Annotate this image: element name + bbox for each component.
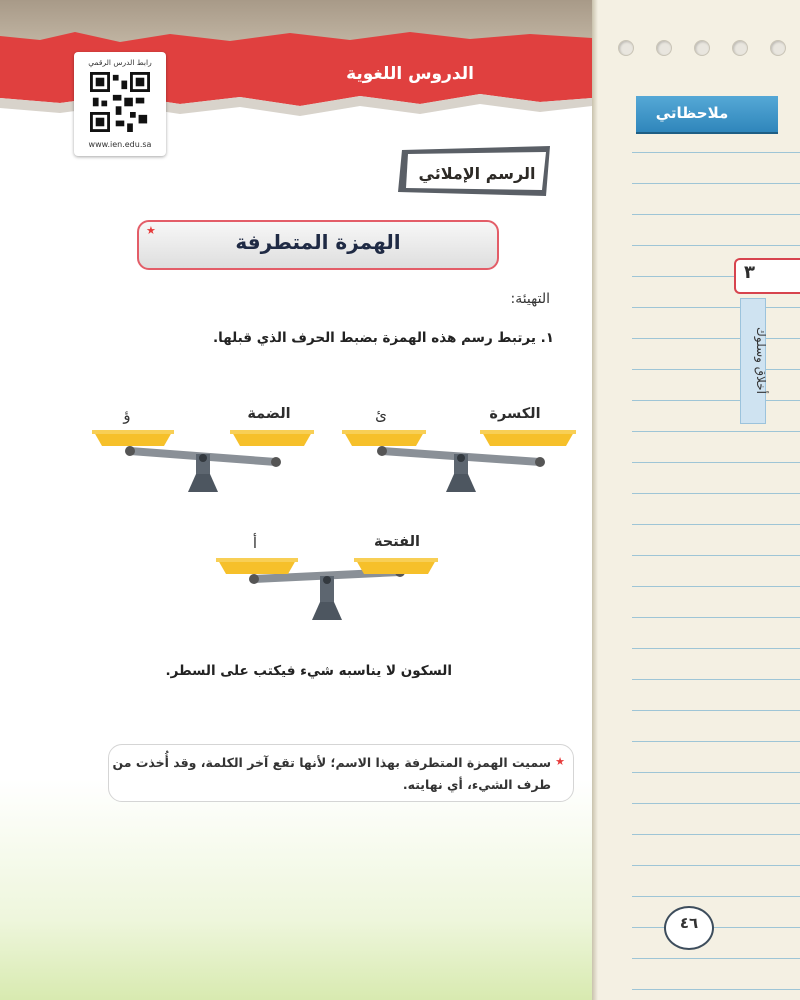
ruled-line bbox=[632, 400, 800, 401]
page-fold-shadow bbox=[592, 0, 598, 1000]
binder-ring-icon bbox=[618, 40, 634, 56]
prep-label: التهيئة: bbox=[510, 291, 550, 307]
scale-hamza-form: أ bbox=[252, 534, 258, 552]
unit-title: أخلاق وسلوك bbox=[754, 326, 768, 394]
info-note-text: سميت الهمزة المتطرفة بهذا الاسم؛ لأنها تقع آخر الكلمة، وقد أُخذت من طرف الشيء، أي نهايته. bbox=[112, 755, 551, 792]
lesson-title: الهمزة المتطرفة bbox=[235, 230, 401, 254]
binder-ring-icon bbox=[770, 40, 786, 56]
section-label: الرسم الإملائي bbox=[418, 164, 536, 183]
ruled-line bbox=[632, 648, 800, 649]
ruled-line bbox=[632, 927, 800, 928]
qr-code-icon[interactable] bbox=[90, 72, 150, 132]
ruled-line bbox=[632, 152, 800, 153]
scale-vowel-label: الفتحة bbox=[373, 534, 420, 550]
balance-scale-icon bbox=[216, 556, 438, 622]
binder-ring-icon bbox=[694, 40, 710, 56]
star-icon: ★ bbox=[146, 224, 156, 237]
ruled-line bbox=[632, 462, 800, 463]
ruled-line bbox=[632, 214, 800, 215]
ruled-line bbox=[632, 679, 800, 680]
ruled-line bbox=[632, 369, 800, 370]
balance-scale-icon bbox=[92, 428, 314, 494]
ruled-line bbox=[632, 772, 800, 773]
balance-scale-icon bbox=[342, 428, 576, 494]
binder-ring-icon bbox=[656, 40, 672, 56]
question-1: ١. يرتبط رسم هذه الهمزة بضبط الحرف الذي قبلها. bbox=[213, 330, 554, 346]
ruled-line bbox=[632, 989, 800, 990]
ruled-line bbox=[632, 307, 800, 308]
ruled-line bbox=[632, 958, 800, 959]
scale-vowel-label: الضمة bbox=[247, 406, 291, 422]
ruled-line bbox=[632, 493, 800, 494]
lesson-category-label: الدروس اللغوية bbox=[346, 64, 474, 84]
sukun-note: السكون لا يناسبه شيء فيكتب على السطر. bbox=[165, 663, 452, 679]
ruled-line bbox=[632, 524, 800, 525]
ruled-line bbox=[632, 555, 800, 556]
ruled-line bbox=[632, 338, 800, 339]
scale-vowel-label: الكسرة bbox=[489, 406, 541, 422]
ruled-line bbox=[632, 586, 800, 587]
ruled-line bbox=[632, 865, 800, 866]
info-note-box bbox=[108, 744, 574, 802]
ruled-line bbox=[632, 431, 800, 432]
ruled-line bbox=[632, 803, 800, 804]
binder-ring-icon bbox=[732, 40, 748, 56]
digital-lesson-qr-card[interactable] bbox=[74, 52, 166, 156]
qr-title: رابط الدرس الرقمي bbox=[88, 58, 152, 67]
scale-hamza-form: ئ bbox=[375, 406, 387, 424]
ruled-line bbox=[632, 834, 800, 835]
ruled-line bbox=[632, 896, 800, 897]
ruled-line bbox=[632, 617, 800, 618]
notes-label: ملاحظاتي bbox=[655, 104, 729, 122]
notes-panel bbox=[592, 0, 800, 1000]
scale-hamza-form: ؤ bbox=[123, 406, 131, 424]
ruled-line bbox=[632, 245, 800, 246]
qr-url: www.ien.edu.sa bbox=[88, 140, 152, 149]
ruled-line bbox=[632, 710, 800, 711]
unit-number: ٣ bbox=[744, 262, 755, 283]
page-number: ٤٦ bbox=[679, 914, 699, 932]
star-icon: ★ bbox=[555, 755, 565, 768]
ruled-line bbox=[632, 183, 800, 184]
ruled-line bbox=[632, 741, 800, 742]
